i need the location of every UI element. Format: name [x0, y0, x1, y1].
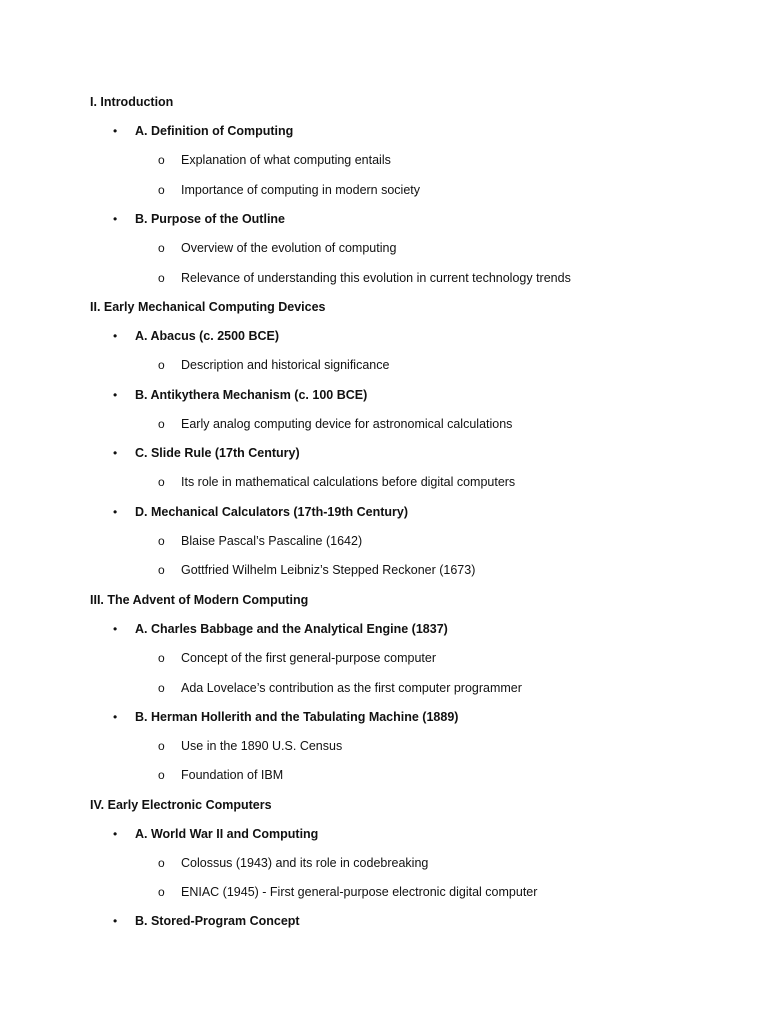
outline-text: Ada Lovelace’s contribution as the first computer programmer	[181, 681, 522, 695]
bullet-marker: •	[113, 388, 118, 402]
outline-text: I. Introduction	[90, 95, 174, 109]
outline-text: III. The Advent of Modern Computing	[90, 593, 309, 607]
outline-text: Relevance of understanding this evolution in current technology trends	[181, 271, 571, 285]
bullet-marker: •	[113, 914, 118, 928]
bullet-marker: •	[113, 710, 118, 724]
outline-text: B. Antikythera Mechanism (c. 100 BCE)	[135, 388, 368, 402]
outline-text: B. Stored-Program Concept	[135, 914, 300, 928]
outline-text: II. Early Mechanical Computing Devices	[90, 300, 326, 314]
bullet-marker: •	[113, 827, 118, 841]
outline-text: IV. Early Electronic Computers	[90, 798, 272, 812]
outline-text: Early analog computing device for astronomical calculations	[181, 417, 513, 431]
bullet-marker: •	[113, 329, 118, 343]
sub-bullet-marker: o	[158, 651, 165, 665]
outline-text: Gottfried Wilhelm Leibniz’s Stepped Reckoner (1673)	[181, 563, 476, 577]
sub-bullet-marker: o	[158, 417, 165, 431]
outline-text: Foundation of IBM	[181, 768, 284, 782]
sub-bullet-marker: o	[158, 885, 165, 899]
outline-text: Its role in mathematical calculations before digital computers	[181, 475, 516, 489]
sub-bullet-marker: o	[158, 681, 165, 695]
sub-bullet-marker: o	[158, 153, 165, 167]
outline-text: Blaise Pascal’s Pascaline (1642)	[181, 534, 363, 548]
outline-text: Importance of computing in modern society	[181, 183, 421, 197]
outline-text: Colossus (1943) and its role in codebreaking	[181, 856, 429, 870]
sub-bullet-marker: o	[158, 271, 165, 285]
outline-text: B. Herman Hollerith and the Tabulating Machine (1889)	[135, 710, 459, 724]
bullet-marker: •	[113, 124, 118, 138]
sub-bullet-marker: o	[158, 475, 165, 489]
outline-text: D. Mechanical Calculators (17th-19th Century)	[135, 505, 408, 519]
outline-text: A. Abacus (c. 2500 BCE)	[135, 329, 280, 343]
outline-text: C. Slide Rule (17th Century)	[135, 446, 300, 460]
outline-text: Overview of the evolution of computing	[181, 241, 397, 255]
sub-bullet-marker: o	[158, 358, 165, 372]
outline-text: Use in the 1890 U.S. Census	[181, 739, 343, 753]
outline-text: Concept of the first general-purpose computer	[181, 651, 436, 665]
sub-bullet-marker: o	[158, 856, 165, 870]
outline-text: A. Charles Babbage and the Analytical Engine (1837)	[135, 622, 448, 636]
outline-text: Description and historical significance	[181, 358, 390, 372]
bullet-marker: •	[113, 505, 118, 519]
outline-text: Explanation of what computing entails	[181, 153, 391, 167]
sub-bullet-marker: o	[158, 768, 165, 782]
sub-bullet-marker: o	[158, 739, 165, 753]
bullet-marker: •	[113, 212, 118, 226]
sub-bullet-marker: o	[158, 534, 165, 548]
bullet-marker: •	[113, 622, 118, 636]
sub-bullet-marker: o	[158, 563, 165, 577]
bullet-marker: •	[113, 446, 118, 460]
outline-text: ENIAC (1945) - First general-purpose electronic digital computer	[181, 885, 538, 899]
outline-text: A. World War II and Computing	[135, 827, 319, 841]
sub-bullet-marker: o	[158, 241, 165, 255]
sub-bullet-marker: o	[158, 183, 165, 197]
outline-text: A. Definition of Computing	[135, 124, 294, 138]
outline-text: B. Purpose of the Outline	[135, 212, 286, 226]
